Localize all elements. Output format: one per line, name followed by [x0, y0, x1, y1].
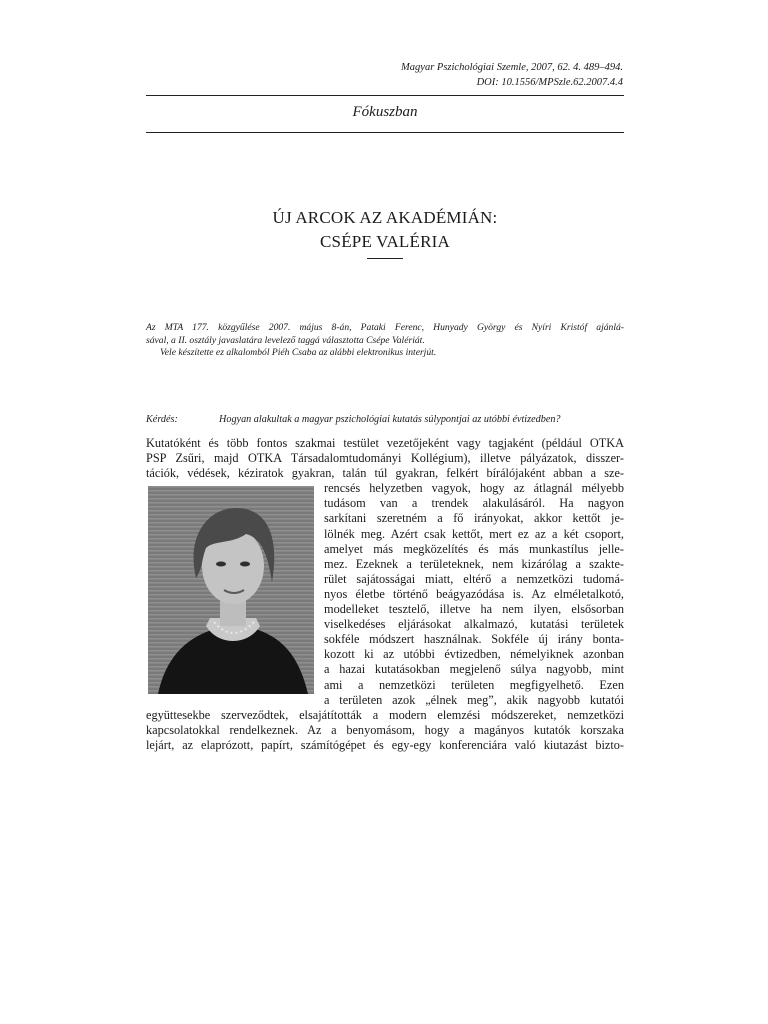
- body-line: sokféle módszert használnak. Sokféle új irány bonta-: [324, 632, 624, 647]
- body-line: PSP Zsűri, majd OTKA Társadalomtudományi Kollégium), illetve pályázatok, disszer-: [146, 451, 624, 466]
- body-line: modelleket tesztelő, illetve ha nem ilyen, elsősorban: [324, 602, 624, 617]
- intro-line: Az MTA 177. közgyűlése 2007. május 8-án, Pataki Ferenc, Hunyady György és Nyíri Kristóf ajánlá-: [146, 322, 624, 333]
- body-line: rencsés helyzetben vagyok, hogy az átlagnál mélyebb: [324, 481, 624, 496]
- body-line: a területen azok „élnek meg”, akik nagyobb kutatói: [324, 692, 624, 707]
- body-line: együttesekbe szerveződtek, elsajátították a modern elemzési módszereket, nemzetközi: [146, 707, 624, 722]
- title-divider: [367, 258, 403, 259]
- body-line: lölnék meg. Azért csak kettőt, mert ez az a két csoport,: [324, 526, 624, 541]
- header-rule-top: [146, 95, 624, 96]
- intro-line: Vele készítette ez alkalomból Piéh Csaba az alábbi elektronikus interjút.: [160, 347, 437, 358]
- question-label: Kérdés:: [146, 414, 178, 425]
- intro-line: sával, a II. osztály javaslatára levelező taggá választotta Csépe Valériát.: [146, 334, 425, 346]
- body-line: kapcsolatokkal rendelkeznek. Az a benyomásom, hogy a magányos kutatók korszaka: [146, 722, 624, 737]
- body-line: sarkítani szeretném a fő irányokat, akkor kettőt je-: [324, 511, 624, 526]
- body-line: viselkedéses eljárásokat alkalmazó, kutatási területek: [324, 617, 624, 632]
- intro-paragraph: [146, 322, 624, 360]
- body-line: Kutatóként és több fontos szakmai testület vezetőjeként vagy tagjaként (például OTKA: [146, 436, 624, 450]
- question-text: Hogyan alakultak a magyar pszichológiai kutatás súlypontjai az utóbbi évtizedben?: [219, 414, 561, 425]
- doi-line: DOI: 10.1556/MPSzle.62.2007.4.4: [476, 77, 623, 88]
- body-line: tudásom van a trendek alakulásáról. Ha nagyon: [324, 496, 624, 511]
- body-line: kozott ki az utóbbi évtizedben, némelyiknek azonban: [324, 647, 624, 662]
- body-line: nyos életbe történő beágyazódása is. Az elméletalkotó,: [324, 586, 624, 601]
- journal-citation: Magyar Pszichológiai Szemle, 2007, 62. 4. 489–494.: [401, 62, 623, 73]
- article-title-line2: CSÉPE VALÉRIA: [320, 232, 450, 251]
- section-label: Fókuszban: [352, 104, 418, 120]
- body-line: tációk, védések, kéziratok gyakran, talán túl gyakran, felkért bírálójaként abban a sze-: [146, 466, 624, 481]
- body-line: a hazai kutatásokban megjelenő súlya nagyobb, mint: [324, 662, 624, 677]
- body-line: rület sajátosságai miatt, eltérő a nemzetközi tudomá-: [324, 571, 624, 586]
- body-line: amelyet más megközelítés és más munkastílus jelle-: [324, 541, 624, 556]
- answer-body: [146, 436, 624, 753]
- body-line: mez. Ezeknek a területeknek, nem kizárólag a szakte-: [324, 556, 624, 571]
- body-line: ami a nemzetközi területen megfigyelhető. Ezen: [324, 677, 624, 692]
- interview-question: [146, 414, 624, 428]
- body-line: lejárt, az elaprózott, papírt, számítógépet és egy-egy konferenciára való kiutazást bizto-: [146, 737, 624, 752]
- article-title-line1: ÚJ ARCOK AZ AKADÉMIÁN:: [272, 208, 498, 227]
- header-rule-bottom: [146, 132, 624, 133]
